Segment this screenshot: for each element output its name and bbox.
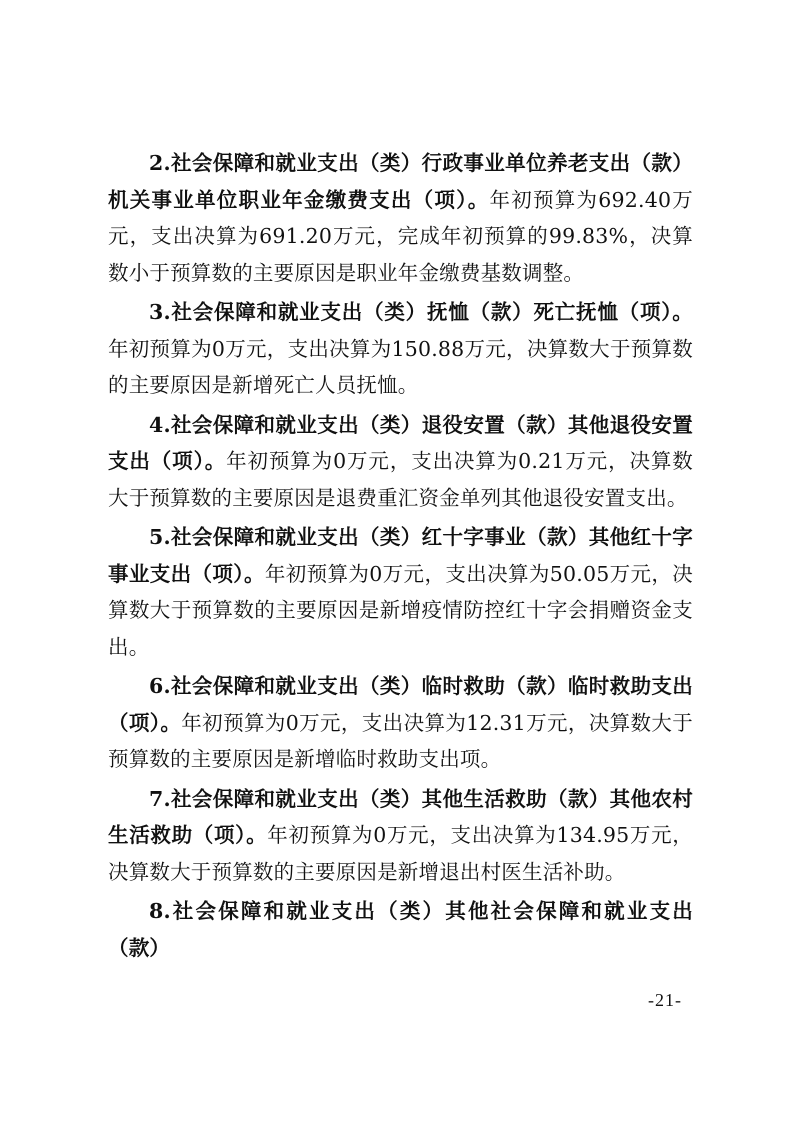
document-body [108,145,693,969]
paragraph-heading: 6.社会保障和就业支出（类）临时救助（款）临时救助支出（项）。 [108,674,693,735]
paragraph-item-3 [108,294,693,404]
paragraph-text: 年初预算为0万元，支出决算为50.05万元，决算数大于预算数的主要原因是新增疫情防控红十字会捐赠资金支出。 [108,561,693,659]
paragraph-text: 年初预算为692.40万元，支出决算为691.20万元，完成年初预算的99.83%，决算数小于预算数的主要原因是职业年金缴费基数调整。 [108,187,693,285]
paragraph-text: 年初预算为0万元，支出决算为12.31万元，决算数大于预算数的主要原因是新增临时救助支出项。 [108,710,693,771]
paragraph-heading: 2.社会保障和就业支出（类）行政事业单位养老支出（款）机关事业单位职业年金缴费支出（项）。 [108,151,693,212]
paragraph-text: 年初预算为0万元，支出决算为150.88万元，决算数大于预算数的主要原因是新增死亡人员抚恤。 [108,336,693,397]
paragraph-item-7 [108,781,693,891]
paragraph-item-2 [108,145,693,291]
paragraph-item-6 [108,668,693,778]
paragraph-item-8 [108,893,693,966]
paragraph-heading: 3.社会保障和就业支出（类）抚恤（款）死亡抚恤（项）。 [149,300,693,324]
paragraph-heading: 8.社会保障和就业支出（类）其他社会保障和就业支出（款） [108,899,693,960]
page-number: -21- [648,990,682,1010]
paragraph-item-5 [108,519,693,665]
paragraph-text: 年初预算为0万元，支出决算为134.95万元，决算数大于预算数的主要原因是新增退出村医生活补助。 [108,823,693,884]
paragraph-heading: 5.社会保障和就业支出（类）红十字事业（款）其他红十字事业支出（项）。 [108,525,693,586]
paragraph-item-4 [108,407,693,517]
paragraph-text: 年初预算为0万元，支出决算为0.21万元，决算数大于预算数的主要原因是退费重汇资金单列其他退役安置支出。 [108,449,693,510]
paragraph-heading: 4.社会保障和就业支出（类）退役安置（款）其他退役安置支出（项）。 [108,412,693,473]
paragraph-heading: 7.社会保障和就业支出（类）其他生活救助（款）其他农村生活救助（项）。 [108,786,693,847]
